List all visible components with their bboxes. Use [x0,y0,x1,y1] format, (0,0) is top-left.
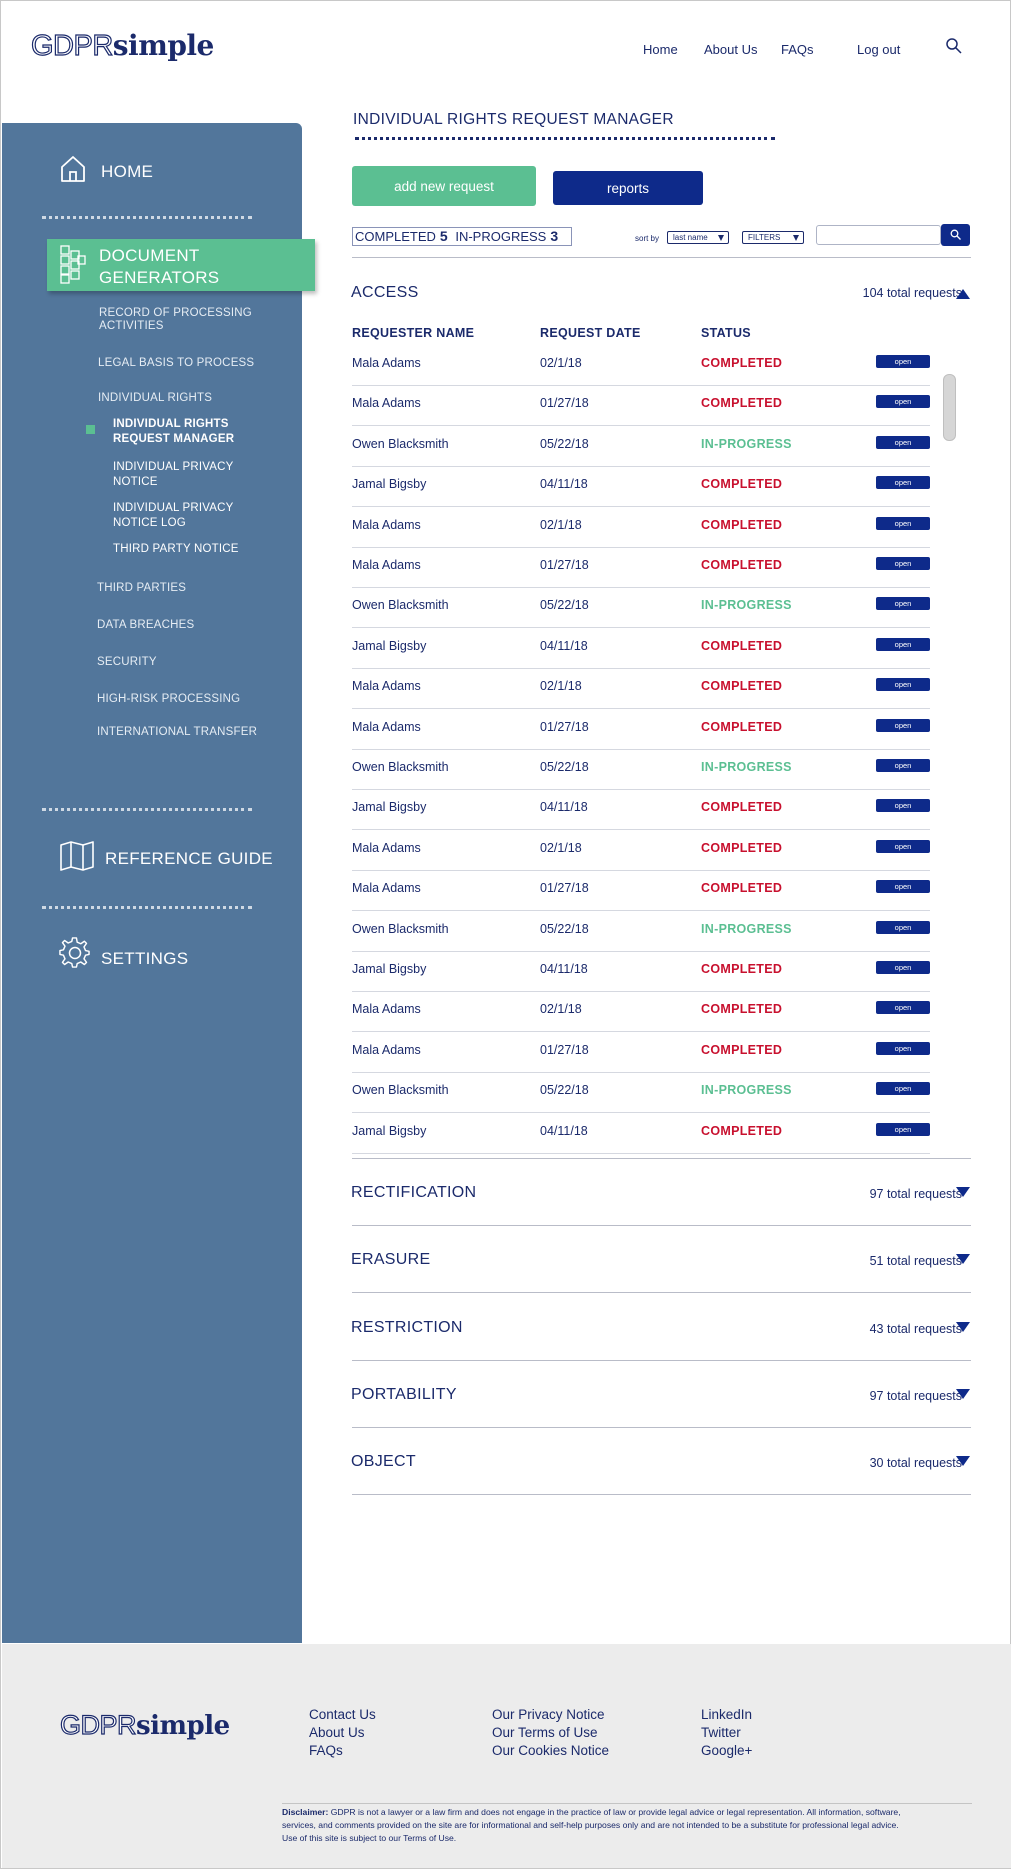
sidebar-subitem-privacy-notice-log[interactable]: INDIVIDUAL PRIVACY NOTICE LOG [113,502,234,529]
sidebar-item-record-of-processing[interactable]: RECORD OF PROCESSING ACTIVITIES [99,307,252,332]
request-date: 04/11/18 [540,800,588,815]
section-portability-total: 97 total requests [869,1388,962,1403]
requester-name: Jamal Bigsby [352,477,427,492]
divider [352,1158,971,1159]
status-label: IN-PROGRESS [701,1083,792,1098]
logo-bold-text: simple [136,1711,230,1741]
table-row [352,467,930,507]
expand-down-icon[interactable] [956,1322,970,1332]
logo-bold-text: simple [112,29,214,62]
status-label: IN-PROGRESS [701,598,792,613]
disclaimer [282,1806,902,1845]
requester-name: Owen Blacksmith [352,436,449,451]
status-label: COMPLETED [701,719,783,734]
requester-name: Owen Blacksmith [352,1083,449,1098]
status-counts [352,227,572,246]
footer-link-privacy[interactable]: Our Privacy Notice [492,1707,605,1722]
footer-link-twitter[interactable]: Twitter [701,1725,741,1740]
divider [352,1494,971,1495]
request-date: 04/11/18 [540,962,588,976]
expand-down-icon[interactable] [956,1389,970,1399]
sidebar-subitem-third-party-notice[interactable]: THIRD PARTY NOTICE [113,543,239,555]
column-header-date: REQUEST DATE [540,326,641,340]
sidebar-home[interactable]: HOME [101,162,154,181]
gear-icon [59,937,91,969]
divider [352,257,971,258]
expand-down-icon[interactable] [956,1254,970,1264]
sort-by-label: sort by [635,234,660,243]
table-row [352,386,930,426]
request-date: 01/27/18 [540,558,589,572]
request-date: 02/1/18 [540,517,582,532]
nav-faqs[interactable]: FAQs [781,42,814,57]
divider [352,1360,971,1361]
requester-name: Owen Blacksmith [352,760,449,774]
logo-light-text: GDPR [31,30,113,62]
filters-select[interactable] [742,231,804,244]
status-label: COMPLETED [701,840,783,855]
logo-light-text: GDPR [60,1710,137,1740]
sidebar [2,123,302,1643]
column-header-status: STATUS [701,326,751,340]
table-row [352,508,930,548]
request-date: 02/1/18 [540,1002,582,1017]
footer-link-cookies[interactable]: Our Cookies Notice [492,1743,610,1758]
request-date: 02/1/18 [540,679,582,694]
nav-home[interactable]: Home [643,42,678,57]
status-label: COMPLETED [701,356,783,370]
table-row [352,710,930,750]
inprogress-label: IN-PROGRESS [455,229,547,244]
table-row [352,1033,930,1073]
request-date: 05/22/18 [540,760,589,774]
footer-link-contact[interactable]: Contact Us [309,1707,376,1722]
open-button[interactable]: open [876,759,930,772]
sort-value: last name [673,233,708,242]
document-generators-label: DOCUMENT GENERATORS [99,246,220,287]
document-grid-icon [60,244,86,284]
open-button[interactable]: open [876,1042,930,1055]
requester-name: Jamal Bigsby [352,800,427,815]
nav-about-us[interactable]: About Us [704,42,758,57]
request-date: 05/22/18 [540,1083,589,1098]
section-restriction-total: 43 total requests [869,1321,962,1336]
request-date: 05/22/18 [540,921,589,936]
request-date: 02/1/18 [540,840,582,855]
status-label: COMPLETED [701,1042,783,1057]
status-label: COMPLETED [701,477,783,492]
status-label: COMPLETED [701,679,783,694]
nav-log-out[interactable]: Log out [857,42,901,57]
requester-name: Mala Adams [352,558,421,572]
request-date: 01/27/18 [540,396,589,411]
section-access-total: 104 total requests [862,286,962,300]
table-row [352,1114,930,1154]
section-object-total: 30 total requests [869,1456,962,1471]
table-row [352,588,930,628]
completed-label: COMPLETED [355,229,436,244]
requester-name: Owen Blacksmith [352,921,449,936]
requester-name: Mala Adams [352,396,421,411]
table-row [352,548,930,588]
section-rectification-total: 97 total requests [869,1187,962,1201]
open-button[interactable]: open [876,921,930,934]
sidebar-settings[interactable]: SETTINGS [101,949,189,968]
open-button[interactable]: open [876,476,930,489]
request-date: 01/27/18 [540,881,589,896]
requester-name: Mala Adams [352,1042,421,1057]
sidebar-reference-guide[interactable]: REFERENCE GUIDE [105,849,273,868]
reports-button[interactable]: reports [553,171,703,205]
search-icon [950,229,961,240]
open-button[interactable]: open [876,517,930,530]
sidebar-item-legal-basis[interactable]: LEGAL BASIS TO PROCESS [98,357,255,369]
sidebar-document-generators[interactable] [47,239,315,291]
sort-select[interactable] [667,231,729,244]
open-button[interactable]: open [876,1082,930,1095]
disclaimer-label: Disclaimer: [282,1807,329,1817]
divider [42,808,252,811]
table-row [352,346,930,386]
footer-col-3 [701,1706,752,1760]
divider [282,1803,972,1804]
requester-name: Mala Adams [352,517,421,532]
request-date: 05/22/18 [540,436,589,451]
divider [42,216,252,219]
request-date: 01/27/18 [540,719,589,734]
request-date: 05/22/18 [540,598,589,613]
chevron-down-icon [718,235,724,241]
request-date: 01/27/18 [540,1042,589,1057]
table-row [352,427,930,467]
footer-col-2 [492,1706,609,1760]
table-row [352,952,930,992]
map-icon [59,841,95,871]
request-date: 02/1/18 [540,356,582,370]
open-button[interactable]: open [876,961,930,974]
logo[interactable] [31,29,214,63]
page-title: INDIVIDUAL RIGHTS REQUEST MANAGER [353,111,674,128]
open-button[interactable]: open [876,719,930,732]
footer-logo[interactable] [60,1710,230,1741]
filters-label: FILTERS [748,233,781,242]
requester-name: Mala Adams [352,1002,421,1017]
inprogress-count: 3 [550,228,559,244]
open-button[interactable]: open [876,1001,930,1014]
requester-name: Mala Adams [352,719,421,734]
section-erasure-title[interactable]: ERASURE [351,1251,431,1269]
search-input[interactable] [816,225,941,245]
sidebar-item-security[interactable]: SECURITY [97,656,157,668]
search-icon[interactable] [945,37,963,55]
table-row [352,629,930,669]
request-date: 04/11/18 [540,638,588,653]
divider [352,1427,971,1428]
active-bullet [86,425,95,434]
section-portability-title[interactable]: PORTABILITY [351,1385,457,1403]
open-button[interactable]: open [876,395,930,408]
footer [2,1644,1011,1868]
open-button[interactable]: open [876,597,930,610]
expand-down-icon[interactable] [956,1456,970,1466]
column-header-name: REQUESTER NAME [352,326,475,340]
table-row [352,912,930,952]
title-underline [355,137,775,140]
header [1,1,1010,121]
status-label: COMPLETED [701,396,783,411]
add-new-request-button[interactable]: add new request [352,166,536,206]
open-button[interactable]: open [876,880,930,893]
footer-link-faqs[interactable]: FAQs [309,1743,343,1758]
status-label: COMPLETED [701,962,783,976]
divider [42,906,252,909]
open-button[interactable]: open [876,799,930,812]
sidebar-subitem-privacy-notice[interactable]: INDIVIDUAL PRIVACY NOTICE [113,461,234,488]
scrollbar-thumb[interactable] [943,374,956,441]
requester-name: Jamal Bigsby [352,638,427,653]
status-label: COMPLETED [701,881,783,896]
requester-name: Owen Blacksmith [352,598,449,613]
open-button[interactable]: open [876,355,930,368]
status-label: COMPLETED [701,800,783,815]
sidebar-item-international-transfer[interactable]: INTERNATIONAL TRANSFER [97,726,258,738]
completed-count: 5 [439,228,448,244]
status-label: COMPLETED [701,1002,783,1017]
search-button[interactable] [941,224,970,246]
section-rectification-title[interactable]: RECTIFICATION [351,1184,477,1201]
status-label: IN-PROGRESS [701,436,792,451]
status-label: COMPLETED [701,517,783,532]
footer-col-1 [309,1706,376,1760]
collapse-up-icon[interactable] [956,289,970,299]
sidebar-item-high-risk[interactable]: HIGH-RISK PROCESSING [97,693,241,705]
status-label: COMPLETED [701,1123,783,1138]
status-label: IN-PROGRESS [701,921,792,936]
sidebar-item-individual-rights[interactable]: INDIVIDUAL RIGHTS [98,392,213,404]
status-label: COMPLETED [701,558,783,572]
requester-name: Mala Adams [352,881,421,896]
requester-name: Jamal Bigsby [352,1123,427,1138]
open-button[interactable]: open [876,557,930,570]
section-restriction-title[interactable]: RESTRICTION [351,1318,463,1336]
request-date: 04/11/18 [540,477,588,492]
sidebar-item-data-breaches[interactable]: DATA BREACHES [97,619,195,631]
open-button[interactable]: open [876,638,930,651]
footer-link-linkedin[interactable]: LinkedIn [701,1707,753,1722]
section-access-title[interactable]: ACCESS [351,284,419,301]
home-icon [60,155,86,183]
footer-link-about[interactable]: About Us [309,1725,365,1740]
status-label: COMPLETED [701,638,783,653]
requester-name: Mala Adams [352,679,421,694]
requester-name: Jamal Bigsby [352,962,427,976]
sidebar-item-third-parties[interactable]: THIRD PARTIES [97,582,187,594]
divider [352,1292,971,1293]
requester-name: Mala Adams [352,356,421,370]
table-row [352,871,930,911]
table-row [352,1073,930,1113]
table-row [352,750,930,790]
divider [352,1225,971,1226]
expand-down-icon[interactable] [956,1187,970,1197]
section-object-title[interactable]: OBJECT [351,1453,416,1471]
request-date: 04/11/18 [540,1123,588,1138]
status-label: IN-PROGRESS [701,760,792,774]
footer-link-googleplus[interactable]: Google+ [701,1743,753,1758]
requester-name: Mala Adams [352,840,421,855]
sidebar-subitem-request-manager[interactable]: INDIVIDUAL RIGHTS REQUEST MANAGER [113,418,235,445]
section-erasure-total: 51 total requests [869,1254,962,1269]
chevron-down-icon [793,235,799,241]
table-row [352,669,930,709]
table-row [352,831,930,871]
disclaimer-text: GDPR is not a lawyer or a law firm and does not engage in the practice of law or provide legal advice or legal representation. All information, software, services, and comments provided on the site are for informational and self-help purposes only and are not intended to be a substitute for professional legal advice. Use of this site is subject to our Terms of Use. [282,1807,901,1843]
table-row [352,790,930,830]
open-button[interactable]: open [876,436,930,449]
open-button[interactable]: open [876,1123,930,1136]
open-button[interactable]: open [876,678,930,691]
table-row [352,992,930,1032]
open-button[interactable]: open [876,840,930,853]
footer-link-terms[interactable]: Our Terms of Use [492,1725,598,1740]
